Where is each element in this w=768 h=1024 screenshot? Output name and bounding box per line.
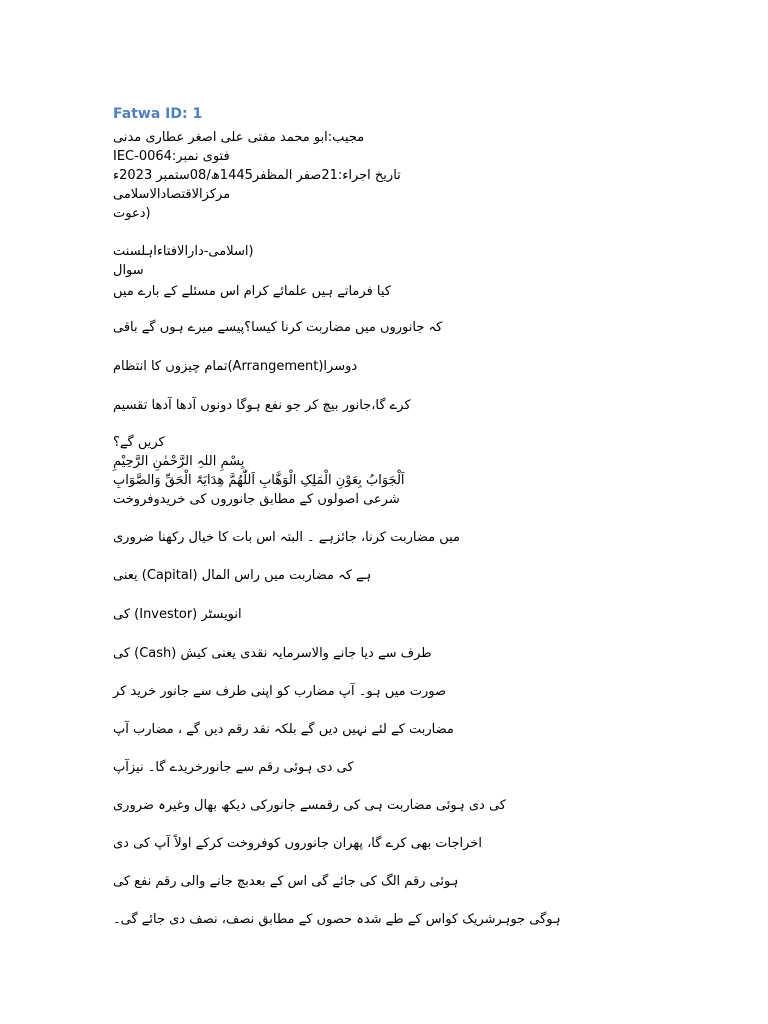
bismillah-line: بِسْمِ اللہِ الرَّحْمٰنِ الرَّحِیْمِ <box>113 454 245 469</box>
answer-line: میں مضاربت کرنا، جائزہے ۔ البتہ اس بات کا خیال رکھنا ضروری <box>113 530 461 545</box>
question-line: کیا فرماتے ہیں علمائے کرام اس مسئلے کے بارے میں <box>113 284 391 299</box>
answer-line: ہے کہ مضاربت میں راس المال (Capital) یعنی <box>113 568 372 583</box>
question-line: کریں گے؟ <box>113 435 165 450</box>
institution-line: مرکزالاقتصادالاسلامی <box>113 187 231 202</box>
answer-line: طرف سے دیا جانے والاسرمایہ نقدی یعنی کیش (Cash) کی <box>113 646 432 661</box>
answer-line: صورت میں ہو۔ آپ مضارب کو اپنی طرف سے جانور خرید کر <box>113 684 447 699</box>
institution-continuation-line: (دعوت <box>113 206 151 221</box>
answer-line: انویسٹر (Investor) کی <box>113 607 242 622</box>
answer-line: شرعی اصولوں کے مطابق جانوروں کی خریدوفروخت <box>113 492 400 507</box>
fatwa-number-line: فتوی نمبر:IEC-0064 <box>113 149 230 164</box>
darulifta-line: (اسلامی-دارالافتاءاہلسنت <box>113 244 254 259</box>
question-line: دوسرا(Arrangement)تمام چیزوں کا انتظام <box>113 359 358 374</box>
mujib-line: مجیب:ابو محمد مفتی علی اصغر عطاری مدنی <box>113 130 365 145</box>
answer-line: کی دی ہوئی رقم سے جانورخریدے گا۔ نیزآپ <box>113 760 354 775</box>
answer-opening-line: اَلْجَوَابُ بِعَوْنِ الْمَلِکِ الْوَھَّابِ اَللّٰھُمَّ ھِدَایَۃَ الْحَقِّ وَالصَّوَابِ <box>113 473 405 488</box>
answer-line: اخراجات بھی کرے گا، پھران جانوروں کوفروخت کرکے اولاً آپ کی دی <box>113 836 482 851</box>
issue-date-line: تاریخ اجراء:21صفر المظفر1445ھ/08ستمبر 2023ء <box>113 168 401 183</box>
question-heading: سوال <box>113 263 144 278</box>
answer-line: ہوگی جوہرشریک کواس کے طے شدہ حصوں کے مطابق نصف، نصف دی جائے گی۔ <box>113 912 561 927</box>
answer-line: کی دی ہوئی مضاربت ہی کی رقمسے جانورکی دیکھ بھال وغیرہ ضروری <box>113 798 506 813</box>
fatwa-id-heading: Fatwa ID: 1 <box>113 106 203 122</box>
question-line: کرے گا،جانور بیچ کر جو نفع ہوگا دونوں آدھا آدھا تقسیم <box>113 398 411 413</box>
question-line: کہ جانوروں میں مضاربت کرنا کیسا؟پیسے میرے ہوں گے باقی <box>113 320 443 335</box>
answer-line: ہوئی رقم الگ کی جائے گی اس کے بعدبچ جانے والی رقم نفع کی <box>113 874 459 889</box>
answer-line: مضاربت کے لئے نہیں دیں گے بلکہ نقد رقم دیں گے ، مضارب آپ <box>113 722 454 737</box>
